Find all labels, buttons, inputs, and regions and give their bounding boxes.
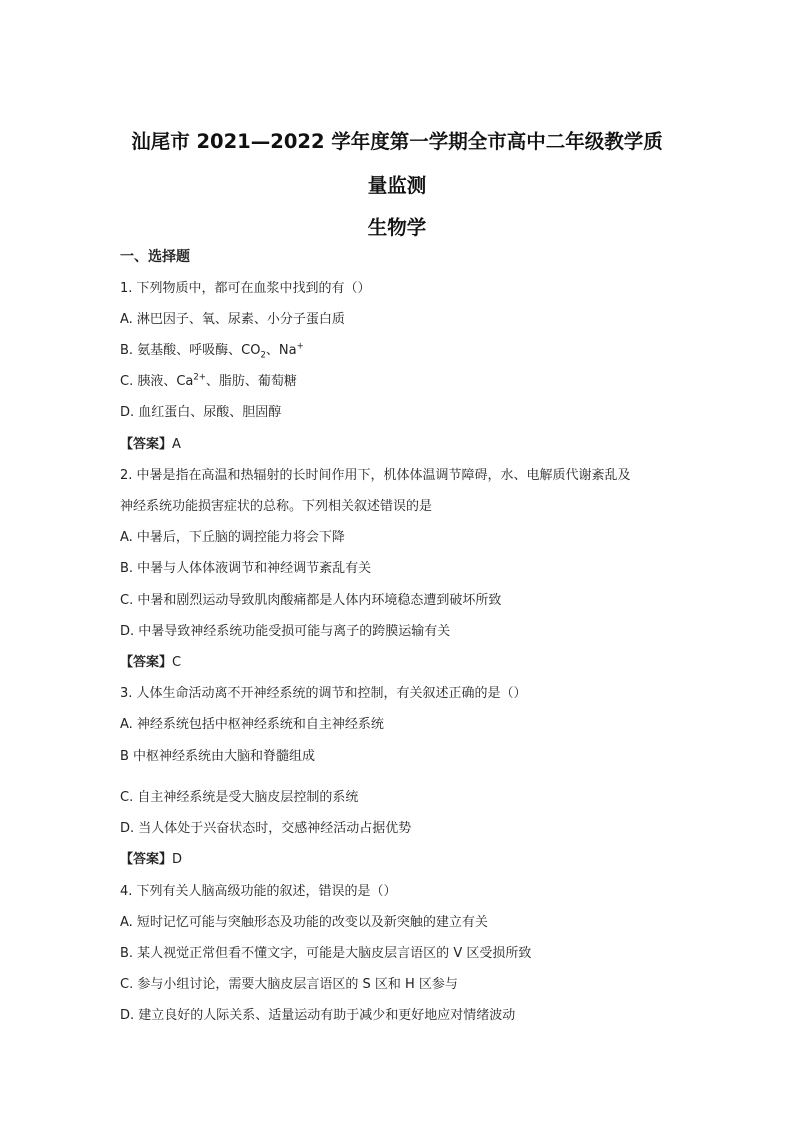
answer-label: 【答案】 [120,852,173,867]
q2-stem-line1: 2. 中暑是指在高温和热辐射的长时间作用下，机体体温调节障碍，水、电解质代谢紊乱及 [120,468,631,483]
q1-option-c-text: C. 胰液、Ca [120,374,194,389]
q1-option-a: A. 淋巴因子、氧、尿素、小分子蛋白质 [120,312,345,327]
q4-stem: 4. 下列有关人脑高级功能的叙述，错误的是（） [120,884,397,899]
answer-label: 【答案】 [120,437,173,452]
answer-label: 【答案】 [120,655,173,670]
q1-option-b [120,342,304,360]
q2-answer-value: C [172,655,182,670]
q1-option-b-sub: 2 [260,350,266,361]
q3-option-c: C. 自主神经系统是受大脑皮层控制的系统 [120,790,359,805]
q1-option-c [120,373,297,391]
q1-answer [120,436,181,454]
q1-option-b-text: B. 氨基酸、呼吸酶、CO [120,343,261,358]
q4-option-a: A. 短时记忆可能与突触形态及功能的改变以及新突触的建立有关 [120,915,488,930]
q2-stem-line2: 神经系统功能损害症状的总称。下列相关叙述错误的是 [120,499,433,514]
q4-option-d: D. 建立良好的人际关系、适量运动有助于减少和更好地应对情绪波动 [120,1008,516,1023]
q1-answer-value: A [172,437,181,452]
doc-title-line1: 汕尾市 2021—2022 学年度第一学期全市高中二年级教学质 [131,130,663,153]
q1-stem: 1. 下列物质中，都可在血浆中找到的有（） [120,281,371,296]
q4-option-b: B. 某人视觉正常但看不懂文字，可能是大脑皮层言语区的 V 区受损所致 [120,946,532,961]
q1-option-b-mid: 、Na [265,343,297,358]
doc-title-line2: 量监测 [367,174,427,197]
q2-option-b: B. 中暑与人体体液调节和神经调节紊乱有关 [120,561,372,576]
q3-answer-value: D [172,852,183,867]
section-heading: 一、选择题 [120,249,190,265]
q2-option-a: A. 中暑后，下丘脑的调控能力将会下降 [120,530,345,545]
q3-option-d: D. 当人体处于兴奋状态时，交感神经活动占据优势 [120,821,412,836]
q2-option-c: C. 中暑和剧烈运动导致肌肉酸痛都是人体内环境稳态遭到破坏所致 [120,593,502,608]
q3-option-a: A. 神经系统包括中枢神经系统和自主神经系统 [120,717,384,732]
q2-answer [120,654,181,672]
q2-option-d: D. 中暑导致神经系统功能受损可能与离子的跨膜运输有关 [120,624,451,639]
q1-option-c-sup: 2+ [193,372,206,383]
q3-option-b: B 中枢神经系统由大脑和脊髓组成 [120,749,316,764]
q3-answer [120,851,182,869]
q1-option-b-sup: + [296,341,304,352]
q3-stem: 3. 人体生命活动离不开神经系统的调节和控制，有关叙述正确的是（） [120,686,527,701]
q4-option-c: C. 参与小组讨论，需要大脑皮层言语区的 S 区和 H 区参与 [120,977,458,992]
q1-option-c-suffix: 、脂肪、葡萄糖 [205,374,297,389]
q1-option-d: D. 血红蛋白、尿酸、胆固醇 [120,405,282,420]
doc-subject: 生物学 [367,216,427,239]
